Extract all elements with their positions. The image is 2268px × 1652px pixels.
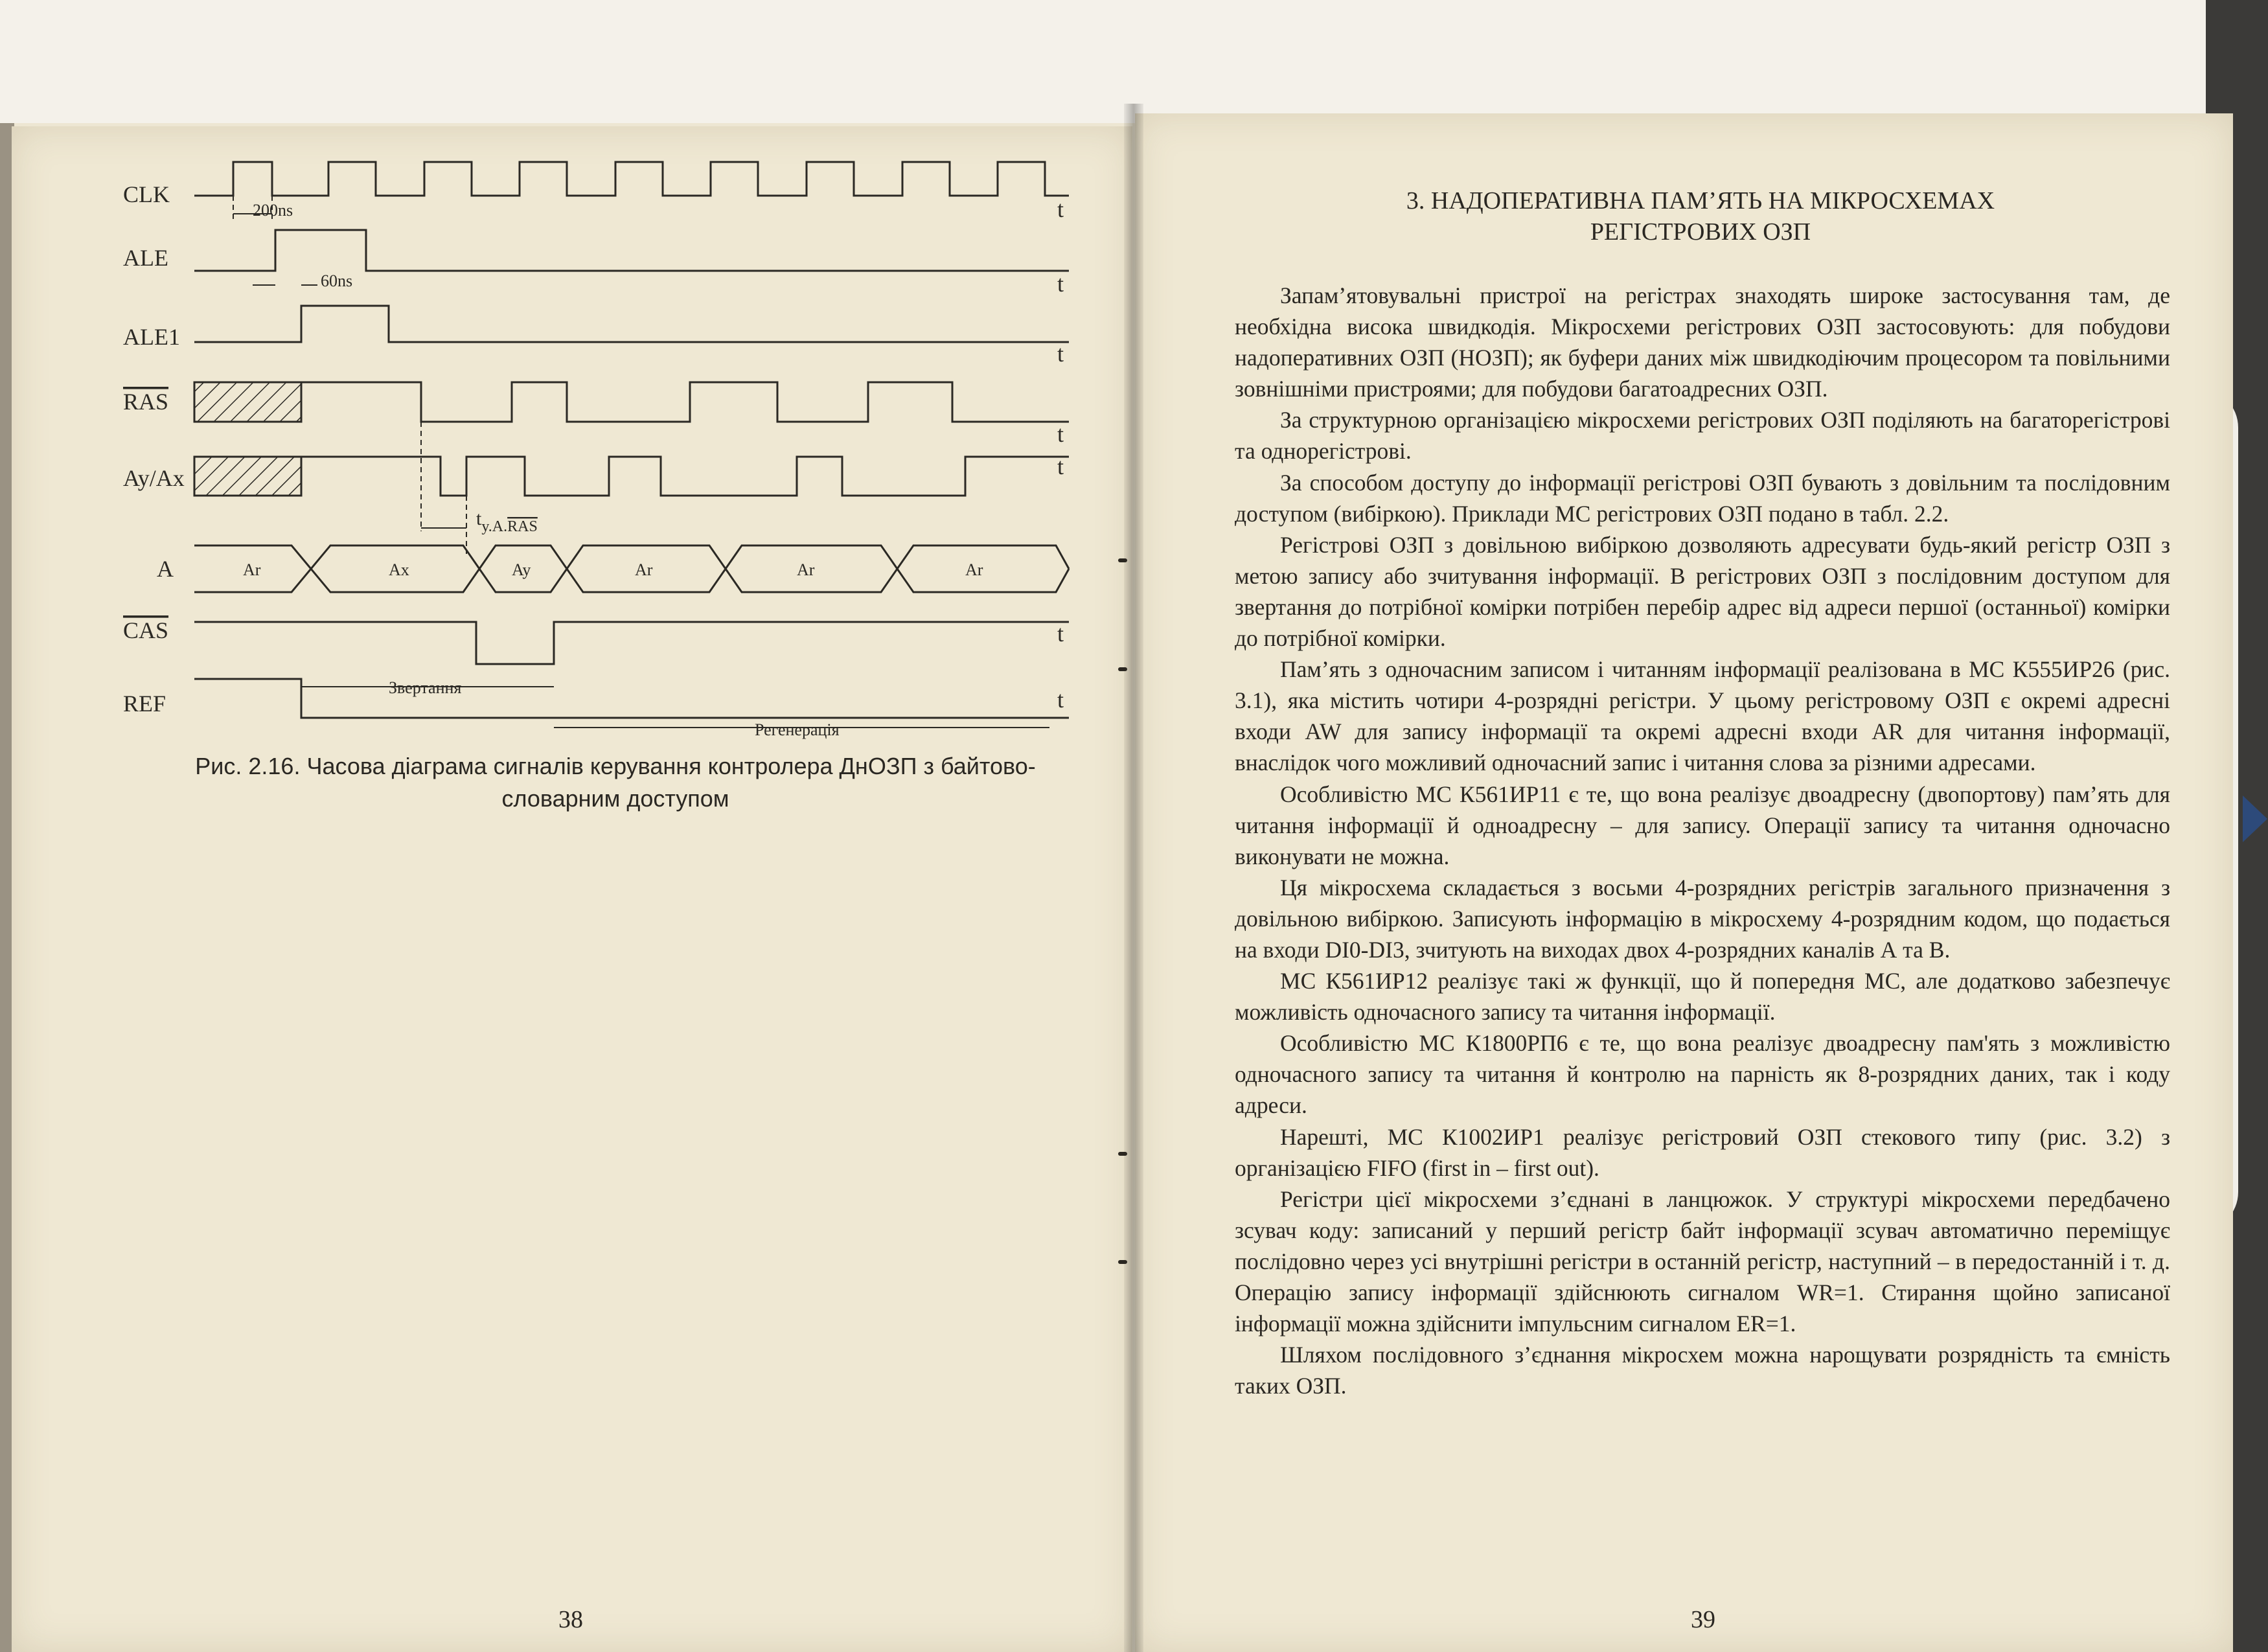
binding-stitch	[1118, 1260, 1127, 1264]
access-label: Звертання	[389, 678, 462, 697]
refresh-label: Регенерація	[755, 720, 840, 739]
page-number-left: 38	[558, 1606, 583, 1633]
a-bus-upper	[194, 545, 1069, 569]
body-text	[1235, 280, 2170, 1401]
scanner-arrow-icon	[2243, 796, 2267, 842]
cas-waveform	[194, 622, 1069, 664]
signal-label-cas: CAS	[123, 617, 169, 643]
time-axis-t: t	[1057, 687, 1064, 713]
access-time-label: $t_{y.A.}RAS$	[476, 508, 538, 535]
timing-diagram	[123, 149, 1082, 745]
book-gutter	[1124, 104, 1143, 1652]
paragraph: Особливістю МС К1800РП6 є те, що вона реалізує двоадресну пам'ять з можливістю одночасного запису та читання й контролю на парність як 8-розрядних даних, так і коду адреси.	[1235, 1030, 2170, 1119]
paragraph: Шляхом послідовного з’єднання мікросхем можна нарощувати розрядність та ємність таких ОЗП.	[1235, 1342, 2170, 1399]
address-tag: Ar	[243, 560, 261, 579]
ayax-hatched-region	[194, 457, 301, 496]
ayax-waveform	[301, 457, 1069, 496]
paragraph: Регістрові ОЗП з довільною вибіркою дозволяють адресувати будь-який регістр ОЗП з метою запису або зчитування інформації. В регістрових ОЗП з послідовним доступом для звертання до потрібної комірки потрібен перебір адрес від адреси першої (останньої) комірки до потрібної комірки.	[1235, 531, 2170, 652]
a-bus-lower	[194, 569, 1069, 592]
ale-waveform	[194, 230, 1069, 271]
paragraph: Нарешті, МС К1002ИР1 реалізує регістровий ОЗП стекового типу (рис. 3.2) з організацією FIFO (first in – first out).	[1235, 1123, 2170, 1181]
binding-stitch	[1118, 667, 1127, 671]
time-axis-t: t	[1057, 453, 1064, 479]
clk-period-label: 200ns	[253, 201, 293, 220]
signal-label-ras: RAS	[123, 389, 169, 415]
time-axis-t: t	[1057, 621, 1064, 647]
ras-waveform	[301, 382, 1069, 422]
time-axis-t: t	[1057, 271, 1064, 297]
ale-delay-label: 60ns	[321, 271, 353, 290]
time-axis-t: t	[1057, 196, 1064, 222]
paragraph: За структурною організацією мікросхеми регістрових ОЗП поділяють на багаторегістрові та однорегістрові.	[1235, 407, 2170, 465]
figure-caption: Рис. 2.16. Часова діаграма сигналів керування контролера ДнОЗП з байтово-словарним доступом	[195, 753, 1036, 812]
paragraph: Ця мікросхема складається з восьми 4-розрядних регістрів загального призначення з довільною вибіркою. Записують інформацію в мікросхему 4-розрядним кодом, що подається на входи DI0-DI3, зчитують на виходах двох 4-розрядних каналів А та В.	[1235, 874, 2170, 963]
binding-stitch	[1118, 558, 1127, 562]
ale1-waveform	[194, 306, 1069, 342]
signal-label-a: A	[157, 556, 174, 582]
address-tag: Ar	[965, 560, 983, 579]
address-tag: Ax	[389, 560, 409, 579]
signal-label-ale: ALE	[123, 245, 168, 271]
paragraph: Регістри цієї мікросхеми з’єднані в ланцюжок. У структурі мікросхеми передбачено зсувач коду: записаний у перший регістр байт інформації зсувач автоматично переміщує послідовно через усі внутрішні регістри в останній регістр, наступний – в передостанній і т. д. Операцію запису інформації здійснюють сигналом WR=1. Стирання щойно записаної інформації можна здійснити імпульсним сигналом ER=1.	[1235, 1186, 2170, 1337]
chapter-heading-line: 3. НАДОПЕРАТИВНА ПАМ’ЯТЬ НА МІКРОСХЕМАХ	[1406, 187, 1995, 214]
signal-label-ref: REF	[123, 691, 166, 717]
signal-label-ale1: ALE1	[123, 324, 180, 350]
signal-label-clk: CLK	[123, 181, 170, 207]
chapter-heading	[1270, 185, 2131, 247]
paragraph: Особливістю МС К561ИР11 є те, що вона реалізує двоадресну (двопортову) пам’ять для читання інформації й одноадресну – для запису. Операції запису та читання одночасно виконувати не можна.	[1235, 781, 2170, 869]
address-tag: Ay	[512, 560, 531, 579]
address-tag: Ar	[635, 560, 653, 579]
time-axis-t: t	[1057, 421, 1064, 447]
paragraph: Пам’ять з одночасним записом і читанням інформації реалізована в МС К555ИР26 (рис. 3.1), яка містить чотири 4-розрядні регістри. У цьому регістровому ОЗП є окремі адресні входи AW для запису інформації та окремі адресні входи AR для читання інформації, внаслідок чого можливий одночасний запис і читання слова за різними адресами.	[1235, 656, 2170, 776]
time-axis-t: t	[1057, 341, 1064, 367]
chapter-heading-line: РЕГІСТРОВИХ ОЗП	[1590, 218, 1811, 246]
paragraph: За способом доступу до інформації регістрові ОЗП бувають з довільним та послідовним доступом (вибіркою). Приклади МС регістрових ОЗП подано в табл. 2.2.	[1235, 469, 2170, 527]
signal-label-ayax: Ay/Ax	[123, 465, 185, 491]
paragraph: Запам’ятовувальні пристрої на регістрах знаходять широке застосування там, де необхідна висока швидкодія. Мікросхеми регістрових ОЗП застосовують: для побудови надоперативних ОЗП (НОЗП); як буфери даних між швидкодіючим процесором та повільними зовнішніми пристроями; для побудови багатоадресних ОЗП.	[1235, 282, 2170, 402]
address-tag: Ar	[797, 560, 815, 579]
paragraph: МС К561ИР12 реалізує такі ж функції, що й попередня МС, але додатково забезпечує можливість одночасного запису та читання інформації.	[1235, 968, 2170, 1026]
binding-stitch	[1118, 1152, 1127, 1156]
ref-waveform	[194, 679, 1069, 718]
ras-hatched-region	[194, 382, 301, 422]
page-number-right: 39	[1691, 1606, 1715, 1633]
clk-waveform	[194, 162, 1069, 196]
